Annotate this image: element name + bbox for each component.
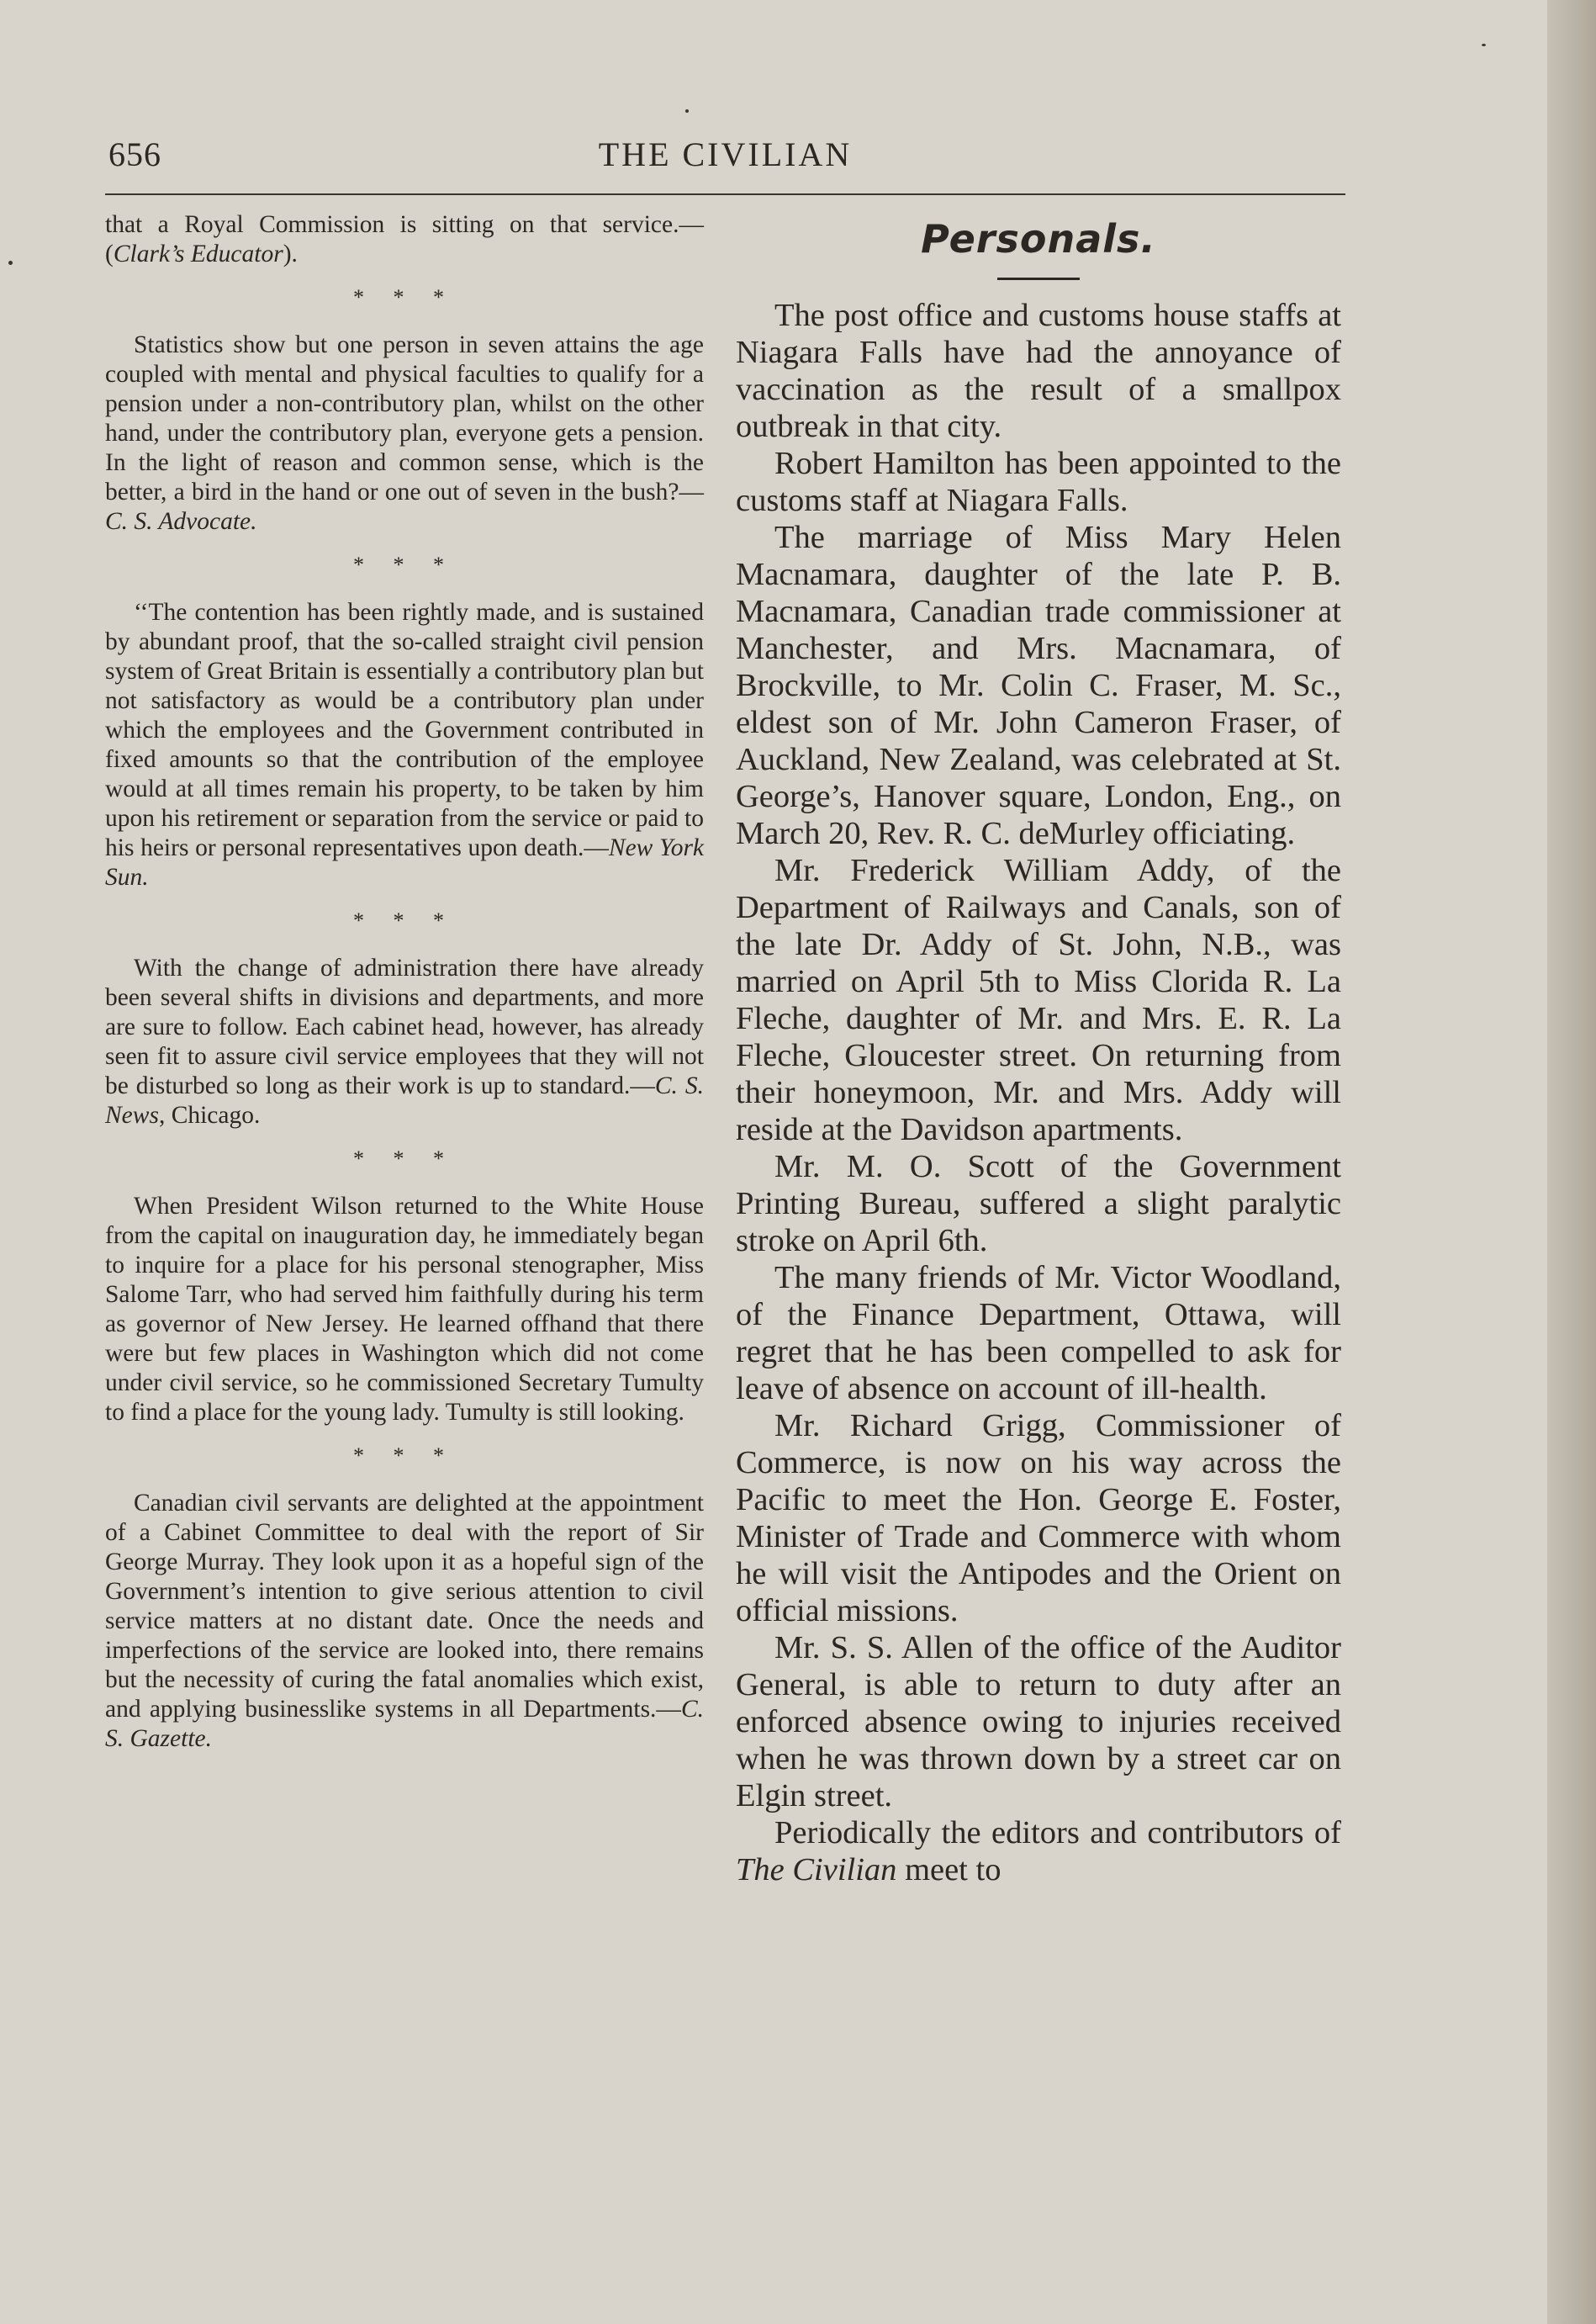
personal-item: Mr. Richard Grigg, Commissioner of Commerce, is now on his way across the Pacific to meet the Hon. George E. Foster, Minister of Trade and Commerce with whom he will visit the Antipodes and the Orient on official missions. xyxy=(736,1408,1341,1628)
paragraph: When President Wilson returned to the White House from the capital on inauguration day, he immediately began to inquire for a place for his personal stenographer, Miss Salome Tarr, who had served him faithfully during his term as governor of New Jersey. He learned offhand that there were but few places in Washington which did not come under civil service, so he commissioned Secretary Tumulty to find a place for the young lady. Tumulty is still looking. xyxy=(105,1193,704,1426)
paper-speck xyxy=(1482,44,1486,46)
citation: C. S. News xyxy=(105,1072,704,1129)
section-title-personals: Personals. xyxy=(921,216,1156,262)
personal-item: Mr. M. O. Scott of the Government Printing Bureau, suffered a slight paralytic stroke on April 6th. xyxy=(736,1149,1341,1258)
right-column xyxy=(736,210,1341,1888)
personal-item: The post office and customs house staffs at Niagara Falls have had the annoyance of vaccination as the result of a smallpox outbreak in that city. xyxy=(736,298,1341,444)
paragraph: Canadian civil servants are delighted at the appointment of a Cabinet Committee to deal with the report of Sir George Murray. They look upon it as a hopeful sign of the Government’s intention to give serious attention to civil service matters at no distant date. Once the needs and imperfections of the service are looked into, there remains but the necessity of curing the fatal anomalies which exist, and applying businesslike systems in all Departments.—C. S. Gazette. xyxy=(105,1490,704,1752)
section-separator: * * * xyxy=(353,908,456,933)
running-title: THE CIVILIAN xyxy=(598,135,853,173)
personal-item: The many friends of Mr. Victor Woodland, of the Finance Department, Ottawa, will regret that he has been compelled to ask for leave of absence on account of ill-health. xyxy=(736,1260,1341,1406)
header-rule xyxy=(105,193,1345,195)
citation: Clark’s Educator xyxy=(113,241,283,267)
personal-item: Mr. Frederick William Addy, of the Department of Railways and Canals, son of the late Dr. Addy of St. John, N.B., was married on April 5th to Miss Clorida R. La Fleche, daughter of Mr. and Mrs. E. R. La Fleche, Gloucester street. On returning from their honeymoon, Mr. and Mrs. Addy will reside at the Davidson apartments. xyxy=(736,853,1341,1147)
paragraph: ‘‘The contention has been rightly made, and is sustained by abundant proof, that the so-called straight civil pension system of Great Britain is essentially a contributory plan but not satisfactory as would be a contributory plan under which the employees and the Government contributed in fixed amounts so that the contribution of the employee would at all times remain his property, to be taken by him upon his retirement or separation from the service or paid to his heirs or personal representatives upon death.—New York Sun. xyxy=(105,599,705,891)
personal-item: Robert Hamilton has been appointed to the customs staff at Niagara Falls. xyxy=(736,446,1341,518)
publication-name: The Civilian xyxy=(736,1852,897,1887)
page-header xyxy=(105,135,1345,177)
personal-item: Mr. S. S. Allen of the office of the Auditor General, is able to return to duty after an enforced absence owing to injuries received when he was thrown down by a street car on Elgin street. xyxy=(736,1630,1341,1813)
section-separator: * * * xyxy=(353,285,456,310)
citation: C. S. Gazette. xyxy=(105,1696,704,1752)
section-separator: * * * xyxy=(353,553,456,577)
citation: New York Sun. xyxy=(105,834,705,891)
section-separator: * * * xyxy=(353,1443,456,1468)
personal-item: Periodically the editors and contributors of The Civilian meet to xyxy=(736,1815,1341,1887)
paragraph: that a Royal Commission is sitting on that service.—(Clark’s Educator). xyxy=(105,211,704,267)
title-rule xyxy=(997,278,1080,280)
personal-item: The marriage of Miss Mary Helen Macnamara, daughter of the late P. B. Macnamara, Canadian trade commissioner at Manchester, and Mrs. Macnamara, of Brockville, to Mr. Colin C. Fraser, M. Sc., eldest son of Mr. John Cameron Fraser, of Auckland, New Zealand, was celebrated at St. George’s, Hanover square, London, Eng., on March 20, Rev. R. C. deMurley officiating. xyxy=(736,520,1341,851)
left-column xyxy=(105,210,704,1754)
paragraph: With the change of administration there have already been several shifts in divisions and departments, and more are sure to follow. Each cabinet head, however, has already seen fit to assure civil service employees that they will not be disturbed so long as their work is up to standard.—C. S. News, Chicago. xyxy=(105,955,704,1129)
page-edge xyxy=(1547,0,1596,2324)
paragraph: Statistics show but one person in seven attains the age coupled with mental and physical faculties to qualify for a pension under a non-contributory plan, whilst on the other hand, under the contributory plan, everyone gets a pension. In the light of reason and common sense, which is the better, a bird in the hand or one out of seven in the bush?—C. S. Advocate. xyxy=(105,331,704,535)
paper-speck xyxy=(685,109,689,113)
section-separator: * * * xyxy=(353,1146,456,1171)
page-number: 656 xyxy=(108,135,161,173)
citation: C. S. Advocate. xyxy=(105,508,257,535)
paper-speck xyxy=(8,261,13,265)
